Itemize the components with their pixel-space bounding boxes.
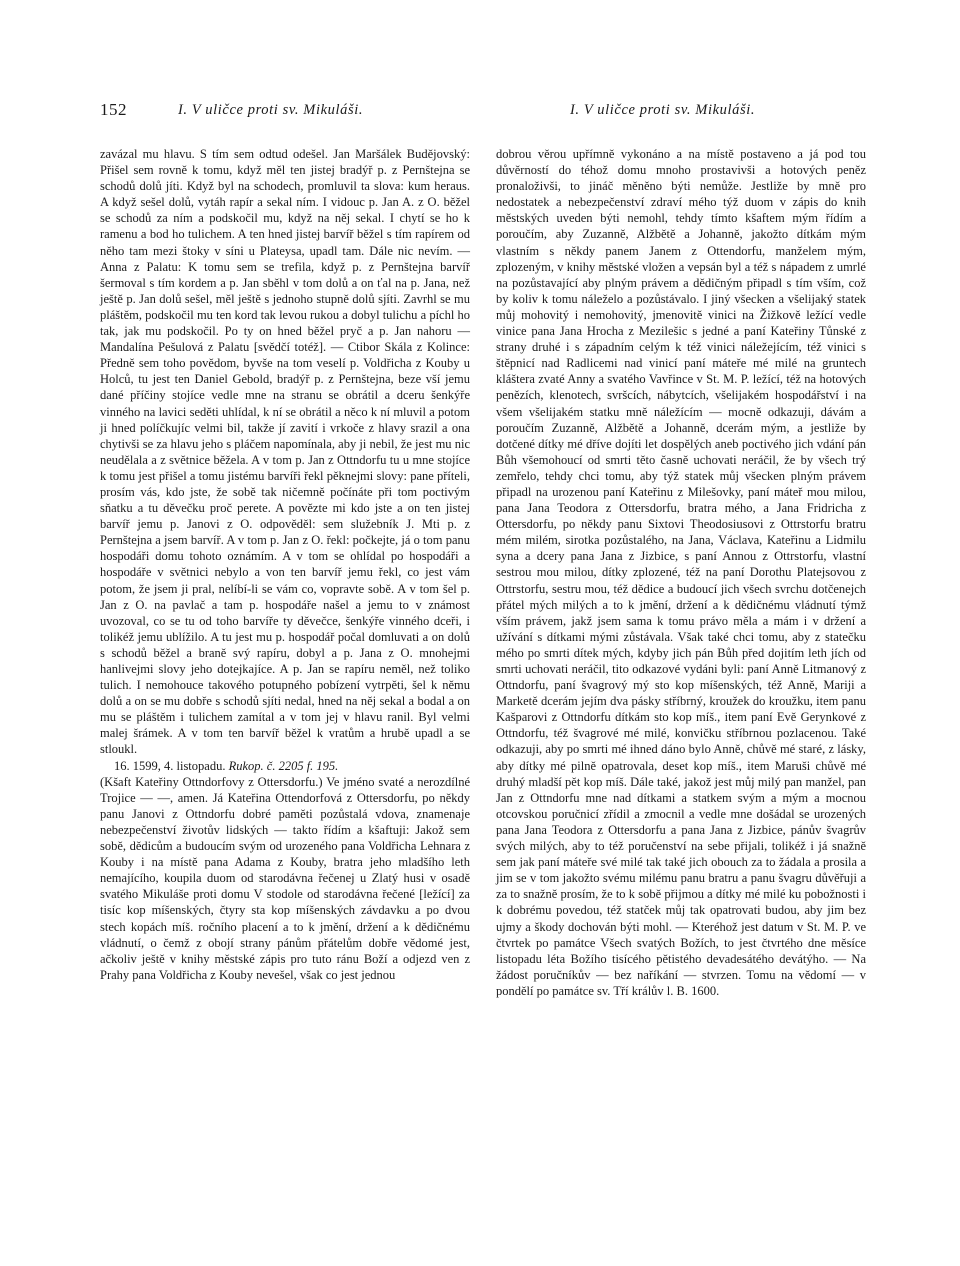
testament-continuation-paragraph: dobrou věrou upřímně vykonáno a na místě postaveno a já pod tou důvěrností do téhož domu mnoho prostavivši a hotových peněz pronaloživši, to jináč měněno býti nemůže. Jestliže by mně pro nedostatek a nebezpečenství zdraví mého týž duom v zápis do knih městských uveden býti nemohl, tehdy tímto kšaftem mým řídím a poroučím, aby Zuzanně, Alžbětě a Johanně, jakožto dítkám mým vlastním s někdy panem Janem z Ottendorfu, manželem mým, zplozeným, v knihy městské vložen a vepsán byl a též s nápadem z umrlé na pozůstavající aby plným právem a dědičným připadl s tím vším, což by koliv k tomu náleželo a pozůstávalo. I jiný všecken a všelijaký statek můj mohovitý i nemohovitý, jmenovitě vinici na Žižkově ležící vedle vinice pana Jana Hrocha z Mezilešic s jedné a paní Kateřiny Tůnské z strany druhé i s západním celým k též vinici náležejícím, též vinici s štěpnicí nad Radlicemi nad vinicí paní máteře mé milé na gruntech kláštera zvaté Anny a svatého Vavřince v St. M. P. ležící, též na hotových penězích, klenotech, svršcích, nábytcích, všelijakém hospodářství i na všem všelijakém statku mně náležícím — mocně odkazuji, dávám a poroučím Zuzanně, Alžbětě a Johanně, dcerám mým, a jestliže by dotčené dítky mé dříve dojíti let dospělých aneb poctivého jich vdání pán Bůh všemohoucí od smrti těto časně uchovati neráčil, že by všech trý zemřelo, tehdy chci tomu, aby týž statek můj všecken plným právem připadl na urozenou paní Kateřinu z Milešovky, paní máteř mou milou, pana Jana Teodora z Ottersdorfu, bratra mého, a Jana Fridricha z Ottersdorfu, po někdy panu Sixtovi Theodosiusovi z Ottrstorfu bratru mém milém, sirotka pozůstalého, na Jana, Václava, Kateřinu a Lidmilu syna a dcery pana Jana z Jizbice, s paní Annou z Ottrstorfu, vlastní sestrou mou milou, dítky zplozené, též na paní Dorothu Platejsovou z Ottrstorfu, sestru mou, též dědice a budoucí jich všech svrchu dotčenejch přátel mých milých a to k jmění, držení a k dědičnému vládnutí týmž vším právem, jakž jsem sama k tomu právo měla a mám i v držení a užívání s dítkami mými zůstávala. Však také chci tomu, aby z statečku mého po smrti dítek mých, kdyby jich pán Bůh před dojitím leth jích od smrti uchovati neráčil, tito odkazové vydáni byli: paní Anně Litmanový z Ottndorfu, paní švagrový mý sto kop míšenských, též Anně, Mariji a Marketě dcerám jejím dva pásky stříbrný, kroužek do kroužku, item panu Kašparovi z Ottndorfu dítkám sto kop míš., item paní Evě Gerynkové z Ottndorfu, též švagrové mé milé, konvičku stříbrnou pozlacenou. Také odkazuji, aby po smrti mé ihned dáno bylo Anně, chůvě mé staré, z lásky, aby dítky mé pilně opatrovala, deset kop míš., item Maruši chůvě mé druhý mladší pět kop míš. Dále také, jakož jest můj milý pan manžel, pan Jan z Ottndorfu mne nad dítkami a statkem svým a mým a mocnou otcovskou poručnicí zřídil a zmocnil a vedle mne došádal se urozených pana Jana Teodora z Ottersdorfu a pana Jana z Jizbice, pánův švagrův svých milých, aby to též poručenství na sebe přijali, tolikéž i já snažně sem jak paní máteře své milé tak také jich obouch za to žádala a prosila a jim se v tom jakožto svému milému panu bratru a panu švagru důvěřuji a za to snažně prosím, že to k sobě přijmou a dítky mé milé ku pobožnosti i k dobrému povedou, též statček můj tak opatrovati budou, aby jim bez ujmy a škody dochován býti mohl. — Kteréhož jest datum v St. M. P. ve čtvrtek po památce Všech svatých Božích, to jest čtvrtého dne měsíce listopadu léta Božího tisícého pětistého devadesátého devátýho. — Na žádost poručníkův — bez naříkání — stvrzen. Tomu na vědomí — v pondělí po památce sv. Tří králův l. B. 1600. <box>496 147 866 998</box>
entry-date: 1599, 4. listopadu. <box>132 758 226 773</box>
testimony-paragraph: zavázal mu hlavu. S tím sem odtud odešel. Jan Maršálek Budějovský: Přišel sem rovně k tomu, když měl ten jistej bradýř p. z Pernštejna se schodů dolů jíti. Když byl na schodech, promluvil ta slova: kum heraus. A když sešel dolů, vytáh rapír a sekal ním. I vidouc p. Jan A. z O. běžel se schodů za ním a podskočil mu, když na něj sekal. I chytí se ho k ramenu a bod ho tulichem. A ten hned jistej barvíř běžel s tím rapírem od něho tam mezi štoky v síni u Plateysa, upadl tam. Dále nic nevím. — Anna z Palatu: K tomu sem se trefila, když p. z Pernštejna barvíř šermoval s tím kordem a p. Jan sběhl v tom dolů a on ťal na p. Jana, než ještě p. Jan dolů sešel, měl ještě s jednoho stupně dolů sjíti. Zavrhl se mu pláštěm, podskočil mu ten kord tak levou rukou a dobyl tulichu a píchl ho tak, jak mu podskočil. Po ty on hned běžel pryč a p. Jan nahoru — Mandalína Pešulová z Palatu [svědčí totéž]. — Ctibor Skála z Kolince: Předně sem toho povědom, byvše na tom veselí p. Voldřicha z Kouby u Holců, tu jest ten Daniel Gebold, bradýř p. z Pernštejna, beze vší jemu dané příčiny stojíce vedle mne na stranu se obrátil a dceru šenkýře vinného na lavici seděti uhlídal, k ní se obrátil a něco k ní mluvil a potom ji hned políčkujíc velmi bil, takže jí zavití i vrkoče z hlavy srazil a ona chytivši se za hlavu jeho s pláčem napomínala, aby ji nebil, že jest mu nic neudělala a z světnice běžela. A v tom p. Jan z Ottndorfu tu u mne stojíce k tomu jest přišel a tomu jistému barvíři řekl pěknejmi slovy: pane příteli, prosím vás, kdo jste, že sobě tak ničemně počínáte při tom poctivým sňatku a tu děvečku proč perete. A povězte mi kdo jste a on ten jistej barvíř jemu p. Janovi z O. odpověděl: sem služebník J. Mti p. z Pernštejna a jsem barvíř. A v tom p. Jan z O. řekl: počkejte, já o tom panu hospodáři domu tohoto oznámím. A v tom se ohlídal po hospodáři a hospodáře v světnici nebylo a von ten barvíř jemu řekl, co jest vám potom, že jsem ji pral, nelíbí-li se vám co, vopravte sobě. A v tom šel p. Jan z O. na pavlač a tam p. hospodáře našel a jemu to v známost uvozoval, co se tu od toho barvíře ty děvečce, šenkýře vinného dceři, i tolikéž jemu ublížilo. A tu jest mu p. hospodář počal domluvati a on dolů s schodů běžel a braně svý rapíru, dobyl a p. Jana z O. mnohejmi hanlivejmi slovy jeho dotejkajíce. A p. Jan se rapíru neměl, než toliko tulich. I nemohouce takového potupného pobízení vytrpěti, šel k němu dolů a on se mu dobře s schodů sjíti nedal, hned na něj sekal a bodal a on mu se pláštěm i tulichem zamítal a v tom jej v hlavu ranil. Byl velmi malej šrámek. A v tom ten barvíř běžel k vratům a hrubě upadl a se stloukl. <box>100 147 470 757</box>
entry-source: Rukop. č. 2205 f. 195. <box>228 758 339 773</box>
entry-heading <box>100 758 470 774</box>
entry-number: 16. <box>114 758 130 773</box>
running-head-right: I. V uličce proti sv. Mikuláši. <box>570 102 756 118</box>
page-number: 152 <box>100 100 127 119</box>
running-head-left: I. V uličce proti sv. Mikuláši. <box>178 102 364 118</box>
right-column <box>496 146 866 999</box>
page-header <box>100 100 866 124</box>
left-column <box>100 146 470 983</box>
testament-paragraph: (Kšaft Kateřiny Ottndorfovy z Ottersdorfu.) Ve jméno svaté a nerozdílné Trojice — —, amen. Já Kateřina Ottendorfová z Ottersdorfu, po někdy panu Janovi z Ottndorfu dobré paměti pozůstalá vdova, znamenaje nebezpečenství životův lidských — takto řídím a kšaftuji: Jakož sem sobě, dědicům a budoucím svým od urozeného pana Voldřicha Lehnara z Kouby i na místě pana Adama z Kouby, bratra jeho mladšího leth nemajícího, koupila duom od starodávna řečenej u Zlatý husi v osadě svatého Mikuláše proti domu V stodole od starodávna řečené [ležící] za tisíc kop míšenských, čtyry sta kop míšenských závdavku a po dvou stech kopách míš. ročního placení a to k jmění, držení a k dědičnému vládnutí, o čemž z obojí strany pánům přátelům dobře vědomé jest, ačkoliv ještě v knihy městské zápis pro tuto ránu Boží a odjezd ven z Prahy pana Voldřicha z Kouby nevešel, však co jest jednou <box>100 774 470 982</box>
